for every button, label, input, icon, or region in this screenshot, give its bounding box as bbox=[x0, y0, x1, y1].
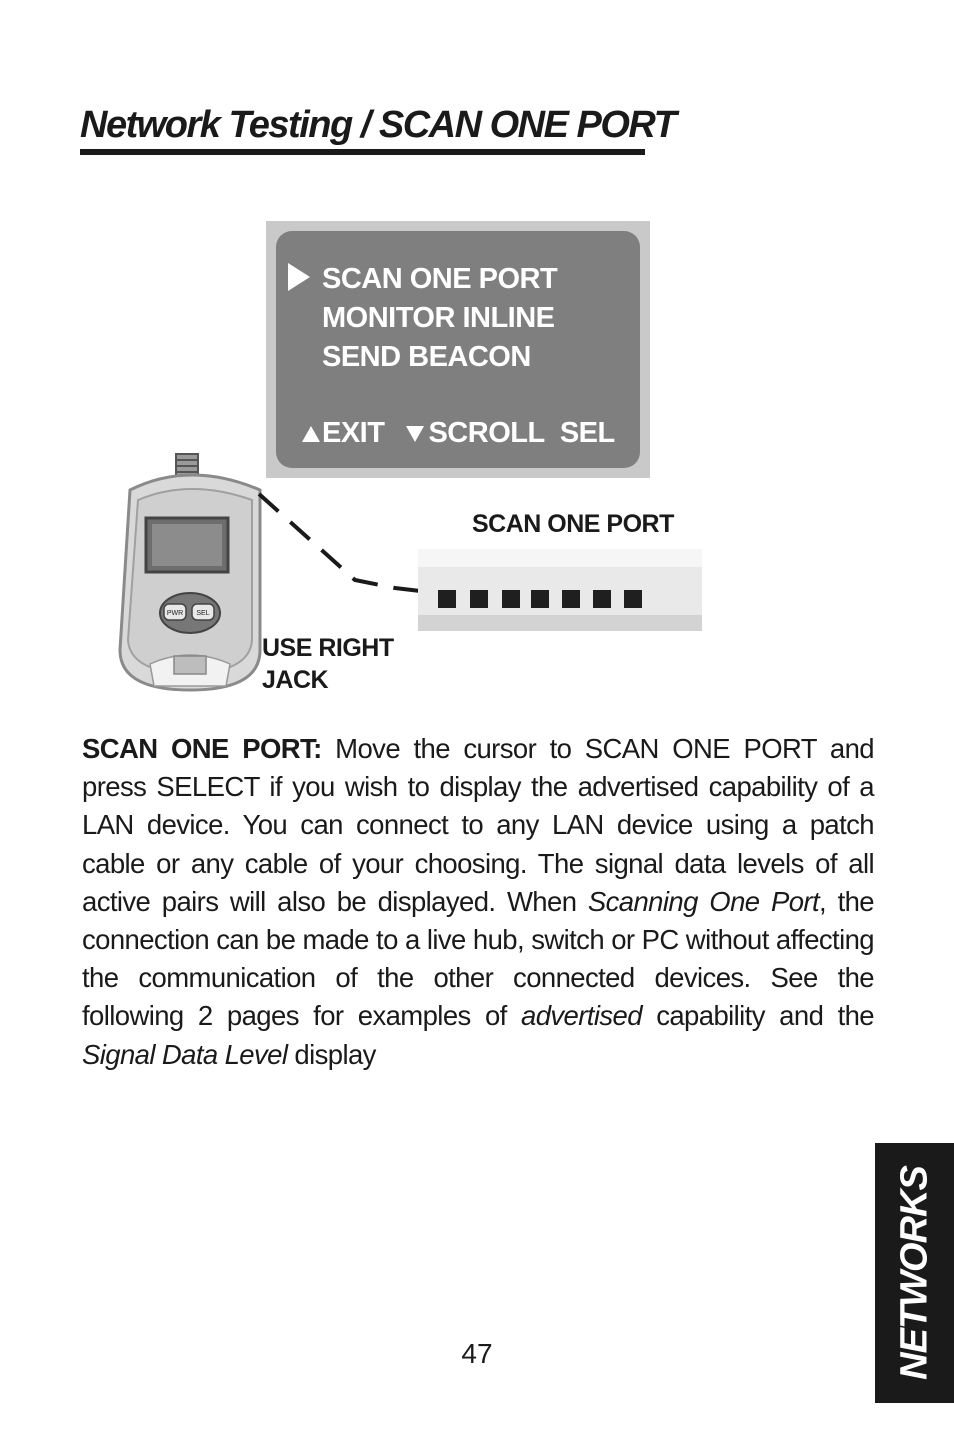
lcd-screen bbox=[266, 221, 650, 478]
section-tab-label: NETWORKS bbox=[893, 1166, 935, 1380]
lcd-softkey-bar bbox=[302, 417, 615, 450]
menu-cursor-icon bbox=[288, 263, 310, 291]
up-arrow-icon bbox=[302, 426, 320, 442]
jack-caption-line1: USE RIGHT bbox=[262, 634, 394, 662]
device-button-sel: SEL bbox=[196, 610, 210, 617]
down-arrow-icon bbox=[406, 426, 424, 442]
page-title: Network Testing / SCAN ONE PORT bbox=[80, 104, 676, 146]
hub-illustration bbox=[418, 545, 703, 635]
page-number: 47 bbox=[461, 1338, 493, 1369]
device-button-pwr: PWR bbox=[166, 610, 184, 617]
body-paragraph bbox=[82, 730, 874, 1074]
body-emphasis-3: Signal Data Level bbox=[82, 1038, 288, 1070]
jack-caption bbox=[262, 632, 394, 696]
lcd-menu-item-scan-one-port: SCAN ONE PORT bbox=[322, 263, 558, 295]
body-emphasis-1: Scanning One Port bbox=[587, 885, 820, 917]
softkey-scroll: SCROLL bbox=[428, 417, 545, 449]
body-text-2: , the connection can be made to a live hub, switch or PC without affecting the communication of the other connected devices. See the following 2 pages for examples of bbox=[82, 885, 874, 1032]
title-underline bbox=[80, 149, 645, 155]
hub-caption: SCAN ONE PORT bbox=[472, 510, 674, 538]
jack-caption-line2: JACK bbox=[262, 666, 329, 694]
softkey-sel: SEL bbox=[559, 417, 615, 449]
body-lead: SCAN ONE PORT: bbox=[82, 733, 322, 764]
lcd-menu-item-monitor-inline: MONITOR INLINE bbox=[322, 302, 555, 334]
tester-device-illustration bbox=[110, 450, 270, 695]
lcd-display bbox=[276, 231, 640, 468]
softkey-exit: EXIT bbox=[322, 417, 385, 449]
lcd-menu-item-send-beacon: SEND BEACON bbox=[322, 341, 531, 373]
body-text-1: Move the cursor to SCAN ONE PORT and press SELECT if you wish to display the advertised capability of a LAN device. You can connect to any LAN device using a patch cable or any cable of your choosing. The signal data levels of all active pairs will also be displayed. When bbox=[82, 733, 874, 917]
body-text-4: display bbox=[287, 1038, 376, 1070]
body-emphasis-2: advertised bbox=[521, 1000, 642, 1032]
body-text-3: capability and the bbox=[641, 1000, 874, 1032]
